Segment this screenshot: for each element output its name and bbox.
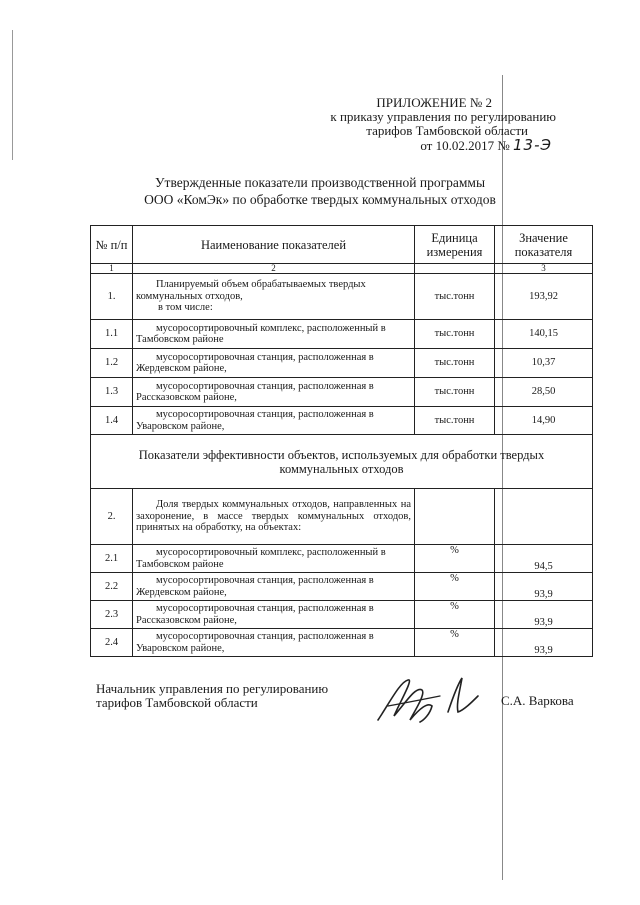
table-row <box>91 274 593 320</box>
row-name-sub: в том числе: <box>158 302 213 314</box>
row-num: 2.2 <box>91 573 133 601</box>
row-name-lead: Планируемый объем обрабатываемых твердых коммунальных отходов, <box>136 279 366 302</box>
appendix-order-line: к приказу управления по регулированию <box>330 109 556 124</box>
appendix-date-line <box>330 138 552 153</box>
row-unit: тыс.тонн <box>415 320 495 349</box>
section-title-row <box>91 435 593 489</box>
table-row <box>91 545 593 573</box>
document-title-line2: ООО «КомЭк» по обработке твердых коммунальных отходов <box>144 192 496 207</box>
row-name: Доля твердых коммунальных отходов, направленных на захоронение, в массе твердых коммунальных отходов, принятых на обработку, на объектах: <box>133 489 415 545</box>
table-header-row <box>91 226 593 264</box>
row-unit: % <box>415 545 495 573</box>
signatory-position-line1: Начальник управления по регулированию <box>96 681 329 696</box>
handwritten-signature <box>370 672 490 728</box>
indicators-table <box>90 225 593 657</box>
row-num: 1.2 <box>91 349 133 378</box>
row-num: 1. <box>91 274 133 320</box>
row-value: 93,9 <box>495 573 593 601</box>
row-unit: тыс.тонн <box>415 407 495 435</box>
header-name: Наименование показателей <box>133 226 415 264</box>
row-name: мусоросортировочная станция, расположенная в Жердевском районе, <box>133 349 415 378</box>
row-unit <box>415 489 495 545</box>
section-title <box>91 435 593 489</box>
col-number: 3 <box>495 264 593 274</box>
row-num: 2.3 <box>91 601 133 629</box>
signatory-name: С.А. Варкова <box>501 693 574 708</box>
table-row <box>91 629 593 657</box>
row-value <box>495 489 593 545</box>
row-name <box>133 274 415 320</box>
row-value: 193,92 <box>495 274 593 320</box>
row-value: 14,90 <box>495 407 593 435</box>
appendix-title: ПРИЛОЖЕНИЕ № 2 <box>376 95 492 110</box>
row-name: мусоросортировочная станция, расположенная в Жердевском районе, <box>133 573 415 601</box>
row-num: 2. <box>91 489 133 545</box>
appendix-date: от 10.02.2017 № <box>420 138 510 153</box>
row-unit: % <box>415 601 495 629</box>
document-title <box>0 174 640 208</box>
handwritten-order-number: 13-Э <box>513 136 552 154</box>
signatory-position-line2: тарифов Тамбовской области <box>96 695 258 710</box>
section-title-text: Показатели эффективности объектов, используемых для обработки твердых коммунальных отходов <box>138 447 545 476</box>
row-num: 1.1 <box>91 320 133 349</box>
row-unit: тыс.тонн <box>415 349 495 378</box>
row-name: мусоросортировочная станция, расположенная в Уваровском районе, <box>133 629 415 657</box>
col-number: 1 <box>91 264 133 274</box>
row-value: 93,9 <box>495 629 593 657</box>
row-value: 10,37 <box>495 349 593 378</box>
row-value: 93,9 <box>495 601 593 629</box>
row-num: 2.1 <box>91 545 133 573</box>
row-name: мусоросортировочный комплекс, расположенный в Тамбовском районе <box>133 320 415 349</box>
scan-edge-mark <box>12 30 13 160</box>
header-value: Значение показателя <box>495 226 593 264</box>
row-unit: % <box>415 629 495 657</box>
document-title-line1: Утвержденные показатели производственной программы <box>154 175 486 190</box>
row-num: 2.4 <box>91 629 133 657</box>
table-row <box>91 378 593 407</box>
row-unit: тыс.тонн <box>415 378 495 407</box>
appendix-header <box>330 96 556 153</box>
row-name: мусоросортировочная станция, расположенная в Рассказовском районе, <box>133 378 415 407</box>
header-num: № п/п <box>91 226 133 264</box>
row-name: мусоросортировочная станция, расположенная в Рассказовском районе, <box>133 601 415 629</box>
table-row <box>91 407 593 435</box>
row-value: 28,50 <box>495 378 593 407</box>
row-num: 1.4 <box>91 407 133 435</box>
table-row <box>91 601 593 629</box>
row-name: мусоросортировочная станция, расположенная в Уваровском районе, <box>133 407 415 435</box>
column-number-row <box>91 264 593 274</box>
row-name: мусоросортировочный комплекс, расположенный в Тамбовском районе <box>133 545 415 573</box>
appendix-org-line: тарифов Тамбовской области <box>366 123 528 138</box>
table-row <box>91 573 593 601</box>
table-row <box>91 349 593 378</box>
row-value: 140,15 <box>495 320 593 349</box>
col-number: 2 <box>133 264 415 274</box>
row-value: 94,5 <box>495 545 593 573</box>
row-unit: % <box>415 573 495 601</box>
row-num: 1.3 <box>91 378 133 407</box>
table-row <box>91 489 593 545</box>
col-number <box>415 264 495 274</box>
row-unit: тыс.тонн <box>415 274 495 320</box>
header-unit: Единица измерения <box>415 226 495 264</box>
table-row <box>91 320 593 349</box>
signatory-position <box>96 682 328 710</box>
